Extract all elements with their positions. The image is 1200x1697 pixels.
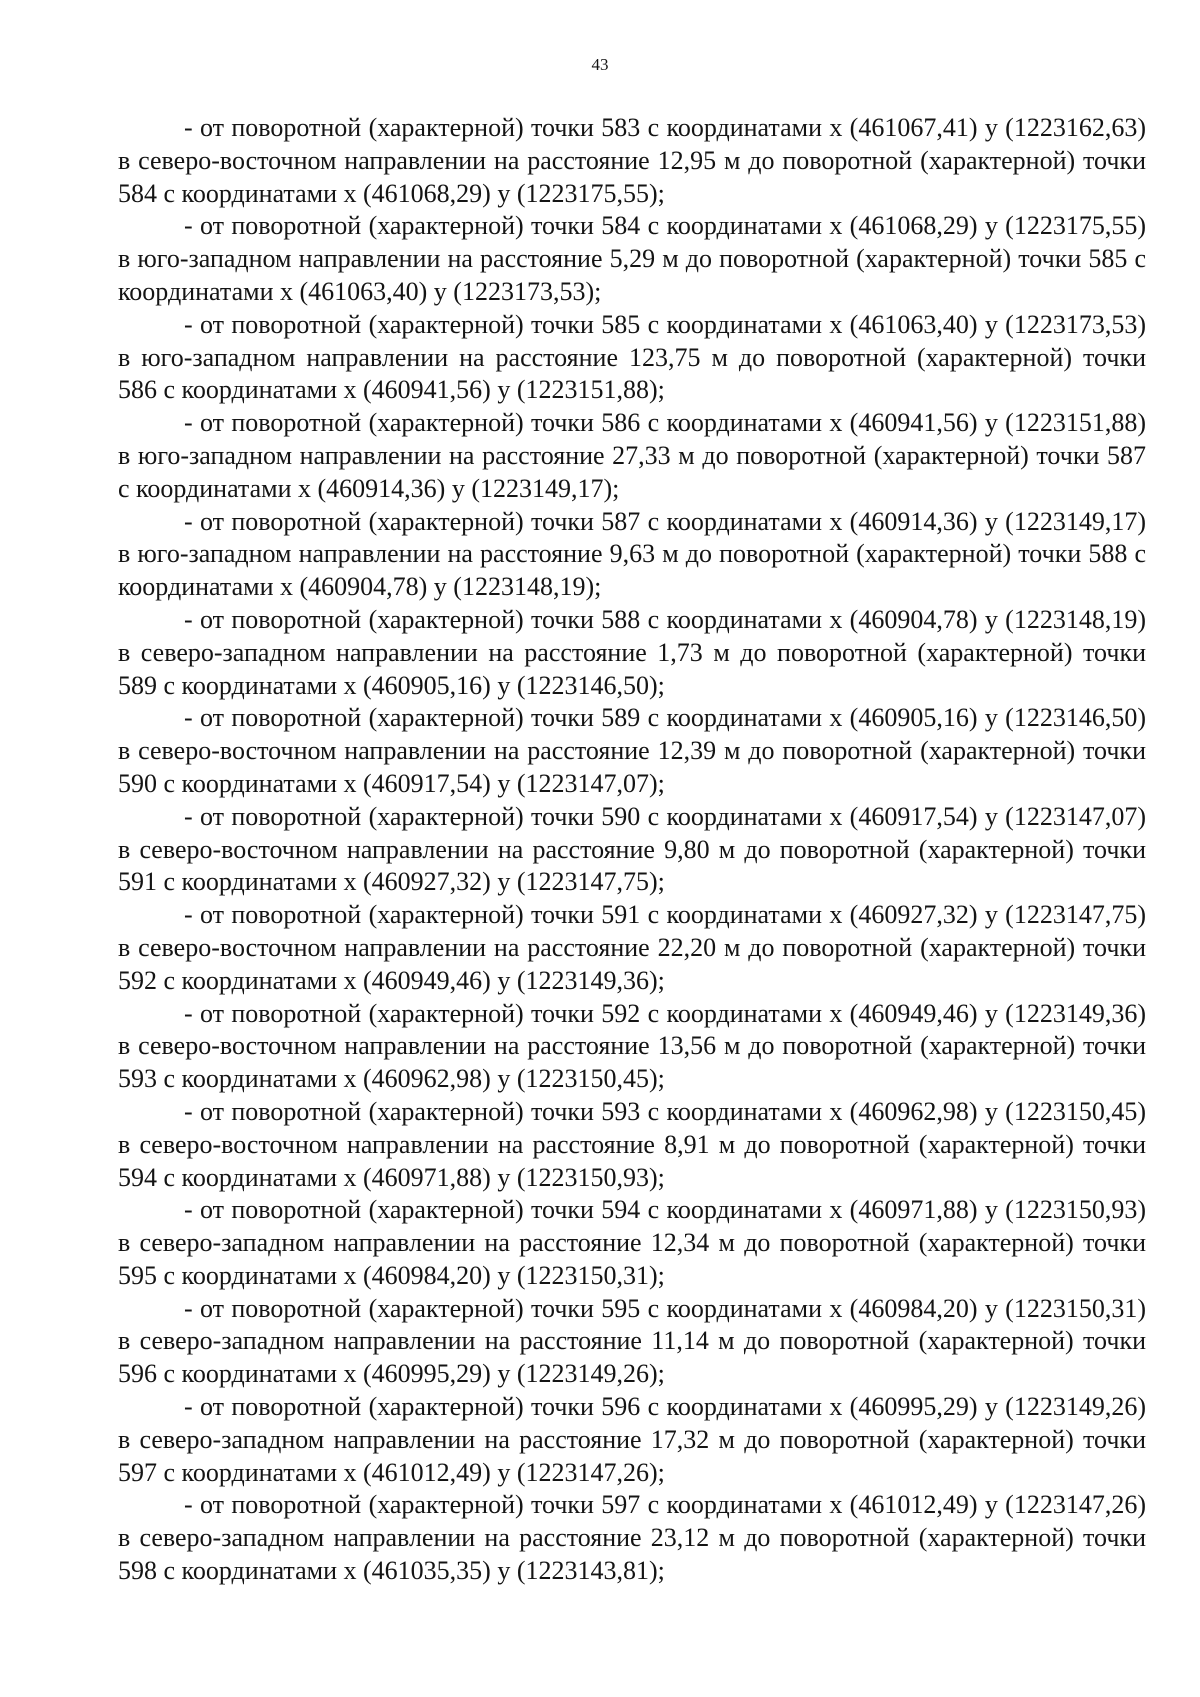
boundary-segment-paragraph: - от поворотной (характерной) точки 591 с координатами x (460927,32) y (1223147,75) в северо-восточном направлении на расстояние 22,20 м до поворотной (характерной) точки 592 с координатами x (460949,46) y (1223149,36);: [118, 900, 1146, 995]
boundary-segment-paragraph: - от поворотной (характерной) точки 589 с координатами x (460905,16) y (1223146,50) в северо-восточном направлении на расстояние 12,39 м до поворотной (характерной) точки 590 с координатами x (460917,54) y (1223147,07);: [118, 703, 1146, 798]
document-body: [118, 112, 1146, 1588]
boundary-segment-paragraph: - от поворотной (характерной) точки 588 с координатами x (460904,78) y (1223148,19) в северо-западном направлении на расстояние 1,73 м до поворотной (характерной) точки 589 с координатами x (460905,16) y (1223146,50);: [118, 604, 1146, 700]
boundary-segment-paragraph: - от поворотной (характерной) точки 595 с координатами x (460984,20) y (1223150,31) в северо-западном направлении на расстояние 11,14 м до поворотной (характерной) точки 596 с координатами x (460995,29) y (1223149,26);: [118, 1293, 1146, 1389]
boundary-segment-paragraph: - от поворотной (характерной) точки 583 с координатами x (461067,41) y (1223162,63) в северо-восточном направлении на расстояние 12,95 м до поворотной (характерной) точки 584 с координатами x (461068,29) y (1223175,55);: [118, 113, 1146, 208]
boundary-segment-paragraph: - от поворотной (характерной) точки 586 с координатами x (460941,56) y (1223151,88) в юго-западном направлении на расстояние 27,33 м до поворотной (характерной) точки 587 с координатами x (460914,36) y (1223149,17);: [118, 408, 1146, 503]
boundary-segment-paragraph: - от поворотной (характерной) точки 594 с координатами x (460971,88) y (1223150,93) в северо-западном направлении на расстояние 12,34 м до поворотной (характерной) точки 595 с координатами x (460984,20) y (1223150,31);: [118, 1195, 1146, 1290]
boundary-segment-paragraph: - от поворотной (характерной) точки 592 с координатами x (460949,46) y (1223149,36) в северо-восточном направлении на расстояние 13,56 м до поворотной (характерной) точки 593 с координатами x (460962,98) y (1223150,45);: [118, 998, 1146, 1094]
boundary-segment-paragraph: - от поворотной (характерной) точки 593 с координатами x (460962,98) y (1223150,45) в северо-восточном направлении на расстояние 8,91 м до поворотной (характерной) точки 594 с координатами x (460971,88) y (1223150,93);: [118, 1096, 1146, 1192]
boundary-segment-paragraph: - от поворотной (характерной) точки 597 с координатами x (461012,49) y (1223147,26) в северо-западном направлении на расстояние 23,12 м до поворотной (характерной) точки 598 с координатами x (461035,35) y (1223143,81);: [118, 1490, 1146, 1586]
boundary-segment-paragraph: - от поворотной (характерной) точки 587 с координатами x (460914,36) y (1223149,17) в юго-западном направлении на расстояние 9,63 м до поворотной (характерной) точки 588 с координатами x (460904,78) y (1223148,19);: [118, 506, 1146, 602]
boundary-segment-paragraph: - от поворотной (характерной) точки 584 с координатами x (461068,29) y (1223175,55) в юго-западном направлении на расстояние 5,29 м до поворотной (характерной) точки 585 с координатами x (461063,40) y (1223173,53);: [118, 211, 1146, 306]
page-number: 43: [591, 55, 609, 74]
boundary-segment-paragraph: - от поворотной (характерной) точки 585 с координатами x (461063,40) y (1223173,53) в юго-западном направлении на расстояние 123,75 м до поворотной (характерной) точки 586 с координатами x (460941,56) y (1223151,88);: [118, 309, 1146, 405]
boundary-segment-paragraph: - от поворотной (характерной) точки 590 с координатами x (460917,54) y (1223147,07) в северо-восточном направлении на расстояние 9,80 м до поворотной (характерной) точки 591 с координатами x (460927,32) y (1223147,75);: [118, 801, 1146, 897]
boundary-segment-paragraph: - от поворотной (характерной) точки 596 с координатами x (460995,29) y (1223149,26) в северо-западном направлении на расстояние 17,32 м до поворотной (характерной) точки 597 с координатами x (461012,49) y (1223147,26);: [118, 1392, 1146, 1487]
